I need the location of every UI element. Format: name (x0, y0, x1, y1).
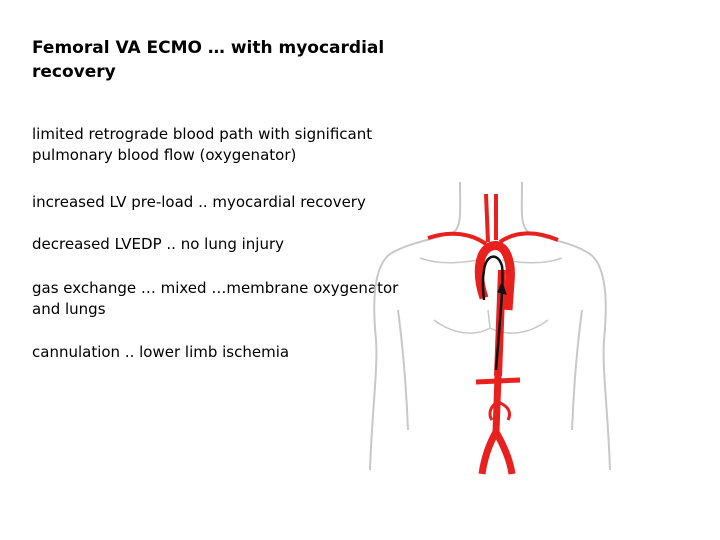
title-line-1: Femoral VA ECMO … with myocardial (32, 38, 385, 58)
chest-line (434, 310, 548, 333)
bullet-cannulation (32, 342, 289, 363)
bullet-lv-preload (32, 192, 366, 213)
bullet-gas-exchange-line-1: gas exchange … mixed …membrane oxygenator (32, 279, 399, 297)
bullet-blood-path-line-1: limited retrograde blood path with significant (32, 125, 373, 143)
bullet-lvedp-line-1: decreased LVEDP .. no lung injury (32, 235, 285, 253)
subclavian-left (428, 234, 486, 244)
bullet-lvedp (32, 234, 284, 255)
bullet-lv-preload-line-1: increased LV pre-load .. myocardial recovery (32, 193, 366, 211)
bullet-gas-exchange (32, 278, 398, 320)
carotid-left (486, 194, 488, 242)
arterial-tree (428, 194, 558, 474)
bullet-blood-path-line-2: pulmonary blood flow (oxygenator) (32, 146, 297, 164)
iliac-left (482, 432, 496, 474)
slide-title (32, 36, 452, 84)
iliac-right (496, 432, 512, 474)
clavicle-line (420, 258, 562, 263)
torso-circulation-illustration (362, 170, 618, 480)
bullet-cannulation-line-1: cannulation .. lower limb ischemia (32, 343, 290, 361)
bullet-blood-path (32, 124, 372, 166)
title-line-2: recovery (32, 62, 116, 82)
subclavian-right (500, 233, 558, 242)
bullet-gas-exchange-line-2: and lungs (32, 300, 106, 318)
